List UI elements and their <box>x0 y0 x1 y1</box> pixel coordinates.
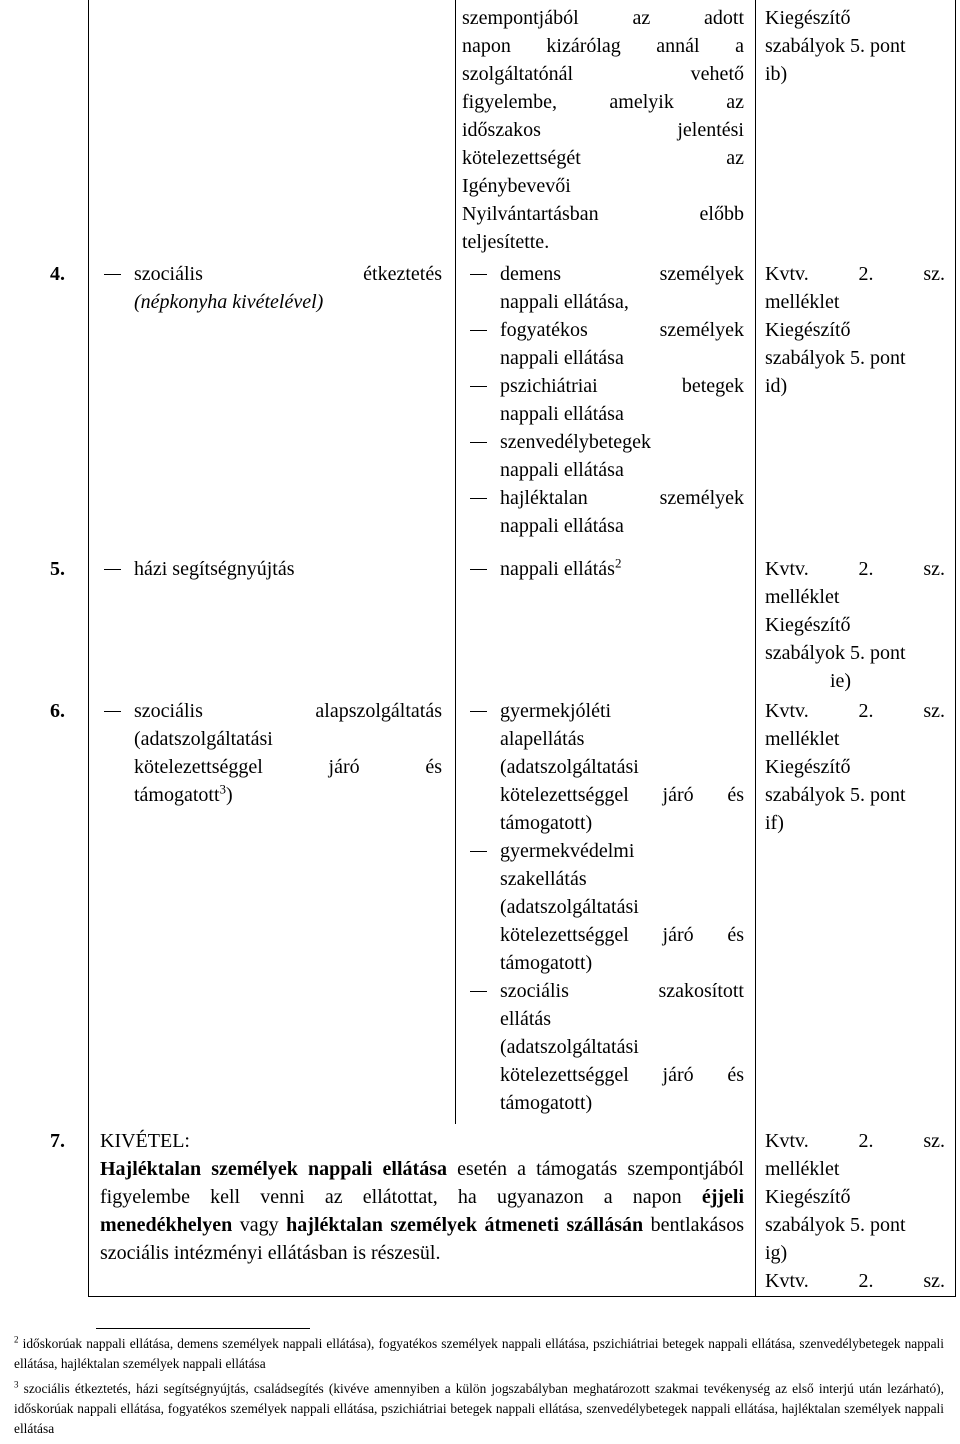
paragraph-text: bentlakásos szociális intézményi ellátásban is részesül. <box>100 1214 744 1264</box>
list-item <box>462 260 744 316</box>
reference-line: Kiegészítő <box>765 1186 851 1208</box>
service-line <box>134 781 442 809</box>
list-item <box>462 428 744 484</box>
item-line: kötelezettséggel járó és <box>500 784 744 806</box>
row7-reference-cell <box>765 1127 945 1295</box>
item-line: hajléktalan személyek <box>500 487 744 509</box>
exception-paragraph <box>100 1155 744 1267</box>
row-number: 5. <box>50 558 65 580</box>
table-border-right <box>955 0 956 1296</box>
text-line: Igénybevevői <box>462 175 571 197</box>
text-line: figyelembe, amelyik az <box>462 91 744 113</box>
row-number: 4. <box>50 263 65 285</box>
list-item <box>462 316 744 372</box>
row4-service-cell <box>96 260 442 316</box>
footnote <box>14 1334 944 1374</box>
item-line: támogatott) <box>500 952 593 974</box>
item-line: támogatott) <box>500 812 593 834</box>
service-line: (adatszolgáltatási <box>134 728 273 750</box>
row6-items-cell <box>462 697 744 1117</box>
list-item <box>462 372 744 428</box>
item-line: kötelezettséggel járó és <box>500 924 744 946</box>
footnote-text: szociális étkeztetés, házi segítségnyújtás, családsegítés (kivéve amennyiben a külön jogszabályban meghatározott szakmai tevékenység az első interjú után lezárható), időskorúak nappali ellátása, fogyatékos személyek nappali ellátása, pszichiátriai betegek nappali ellátása, szenvedélybetegek nappali ellátása, hajléktalan személyek nappali ellátása <box>14 1381 944 1436</box>
footnote-ref: 2 <box>614 555 622 571</box>
list-item <box>462 697 744 837</box>
service-line-text: támogatott <box>134 784 220 806</box>
footnotes <box>14 1334 944 1444</box>
footnote-ref: 3 <box>219 781 227 797</box>
service-item <box>96 697 442 809</box>
row5-reference-cell <box>765 555 945 695</box>
service-label: szociális alapszolgáltatás <box>134 700 442 722</box>
item-line: fogyatékos személyek <box>500 319 744 341</box>
paragraph-text: vagy <box>232 1214 287 1236</box>
emphasis: éjjeli menedékhelyen <box>100 1186 744 1236</box>
reference-line: Kvtv. 2. sz. <box>765 700 945 722</box>
row6-reference-cell <box>765 697 945 837</box>
reference-line: Kvtv. 2. sz. <box>765 1270 945 1292</box>
item-line: szociális szakosított <box>500 980 744 1002</box>
list-item <box>462 555 744 583</box>
reference-line: Kvtv. 2. sz. <box>765 558 945 580</box>
item-line: szakellátás <box>500 868 587 890</box>
item-line: ellátás <box>500 1008 552 1030</box>
text-line: kötelezettségét az <box>462 147 744 169</box>
item-line: szenvedélybetegek <box>500 431 652 453</box>
item-line: demens személyek <box>500 263 744 285</box>
item-line: nappali ellátása, <box>500 291 629 313</box>
footnote-mark: 3 <box>14 1379 19 1390</box>
item-line: nappali ellátása <box>500 515 624 537</box>
text-line: napon kizárólag annál a <box>462 35 744 57</box>
item-line: nappali ellátása <box>500 459 624 481</box>
reference-line: ie) <box>830 670 852 692</box>
text-line: szempontjából az adott <box>462 7 744 29</box>
footnote-text: időskorúak nappali ellátása, demens személyek nappali ellátása), fogyatékos személyek nappali ellátása, pszichiátriai betegek nappali ellátása, szenvedélybetegek nappali ellátása, hajléktalan személyek nappali ellátása <box>14 1336 944 1371</box>
reference-line: melléklet <box>765 586 840 608</box>
reference-line: szabályok 5. pont <box>765 784 906 806</box>
text-line: Nyilvántartásban előbb <box>462 203 744 225</box>
reference-line: id) <box>765 375 788 397</box>
table-border-bottom <box>88 1296 956 1297</box>
reference-line: Kvtv. 2. sz. <box>765 263 945 285</box>
row5-service-cell <box>96 555 442 583</box>
service-item <box>96 260 442 288</box>
item-line: gyermekjóléti <box>500 700 612 722</box>
row3-reference-cell <box>765 4 947 88</box>
service-item <box>96 555 442 583</box>
row3-middle-cell <box>462 4 744 256</box>
reference-line: Kiegészítő <box>765 319 851 341</box>
footnote-separator <box>96 1328 310 1329</box>
row6-service-cell <box>96 697 442 809</box>
reference-line: melléklet <box>765 728 840 750</box>
row7-exception-cell <box>100 1127 744 1267</box>
list-item <box>462 977 744 1117</box>
reference-line: melléklet <box>765 1158 840 1180</box>
item-line: alapellátás <box>500 728 585 750</box>
item-line: (adatszolgáltatási <box>500 756 639 778</box>
table-border-left <box>88 0 89 1296</box>
item-line: pszichiátriai betegek <box>500 375 744 397</box>
service-line-text: ) <box>226 784 233 806</box>
reference-line: if) <box>765 812 784 834</box>
service-line: kötelezettséggel járó és <box>134 756 442 778</box>
text-line: teljesítette. <box>462 231 550 253</box>
service-label: szociális étkeztetés <box>134 263 442 285</box>
table-border-col2 <box>455 0 456 1124</box>
reference-line: szabályok 5. pont <box>765 35 906 57</box>
row4-reference-cell <box>765 260 945 400</box>
paragraph-text: esetén a támogatás szempontjából figyelembe kell venni az ellátottat, ha ugyanazon a napon <box>100 1158 744 1208</box>
item-line: kötelezettséggel járó és <box>500 1064 744 1086</box>
reference-line: Kiegészítő <box>765 756 851 778</box>
table-border-col3 <box>755 0 756 1296</box>
item-line: nappali ellátása <box>500 347 624 369</box>
row5-items-cell <box>462 555 744 583</box>
item-line: nappali ellátása <box>500 403 624 425</box>
reference-line: szabályok 5. pont <box>765 1214 906 1236</box>
row-number: 7. <box>50 1130 65 1152</box>
text-line: szolgáltatónál vehető <box>462 63 744 85</box>
reference-line: melléklet <box>765 291 840 313</box>
item-line: (adatszolgáltatási <box>500 896 639 918</box>
row4-items-cell <box>462 260 744 540</box>
item-line: támogatott) <box>500 1092 593 1114</box>
item-line: gyermekvédelmi <box>500 840 635 862</box>
text-line: időszakos jelentési <box>462 119 744 141</box>
service-label: házi segítségnyújtás <box>134 558 295 580</box>
emphasis: hajléktalan személyek átmeneti szállásán <box>286 1214 644 1236</box>
row-number: 6. <box>50 700 65 722</box>
emphasis: Hajléktalan személyek nappali ellátása <box>100 1158 447 1180</box>
footnote <box>14 1379 944 1439</box>
reference-line: ig) <box>765 1242 788 1264</box>
item-line: (adatszolgáltatási <box>500 1036 639 1058</box>
item-line: nappali ellátás <box>500 558 615 580</box>
reference-line: ib) <box>765 63 788 85</box>
service-note: (népkonyha kivételével) <box>134 291 324 313</box>
reference-line: szabályok 5. pont <box>765 347 906 369</box>
exception-heading: KIVÉTEL: <box>100 1130 190 1152</box>
list-item <box>462 837 744 977</box>
footnote-mark: 2 <box>14 1334 19 1345</box>
reference-line: Kiegészítő <box>765 7 851 29</box>
list-item <box>462 484 744 540</box>
reference-line: szabályok 5. pont <box>765 642 906 664</box>
reference-line: Kvtv. 2. sz. <box>765 1130 945 1152</box>
reference-line: Kiegészítő <box>765 614 851 636</box>
